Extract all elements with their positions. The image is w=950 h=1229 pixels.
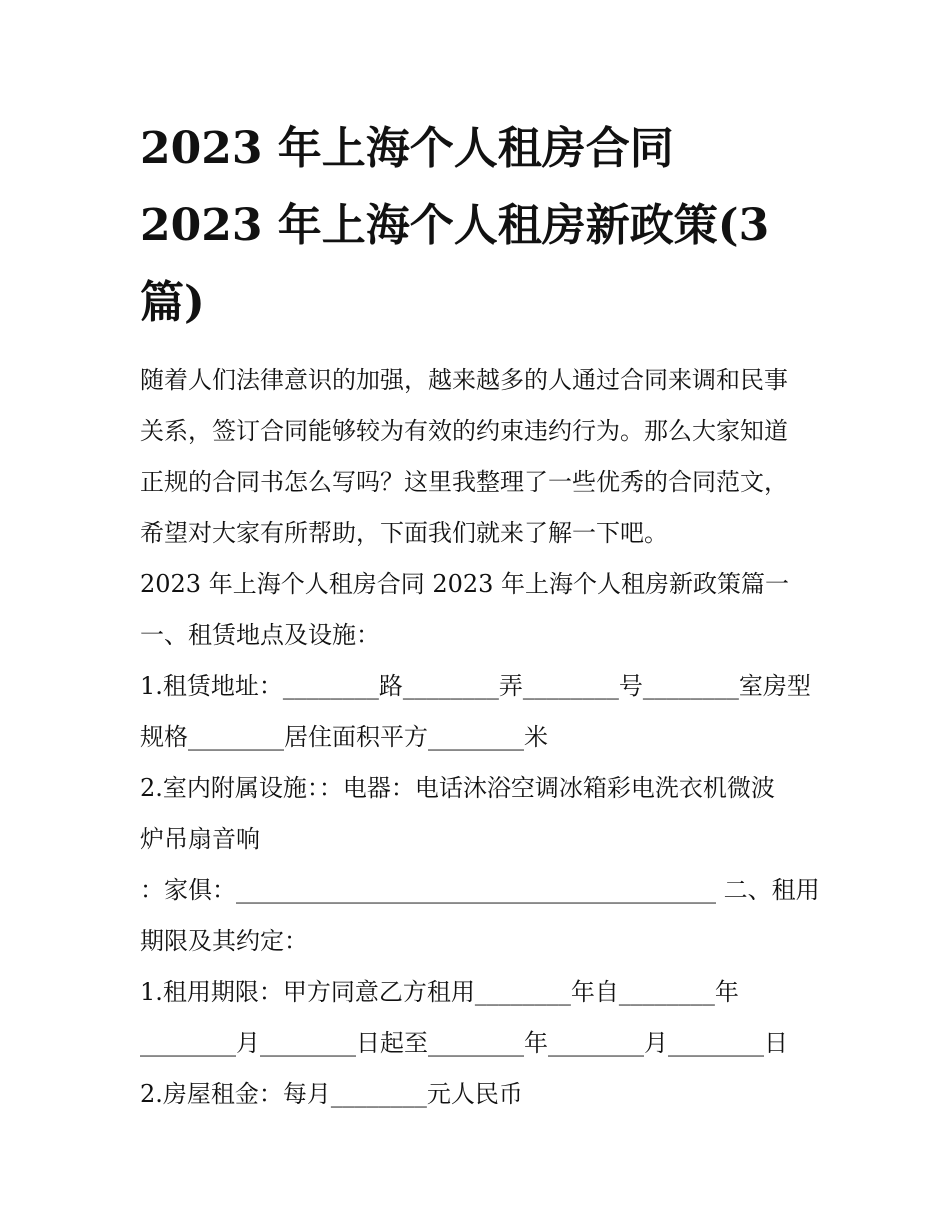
- clause-line-address: 1.租赁地址：________路________弄________号________室房型: [140, 672, 811, 700]
- intro-line-4: 希望对大家有所帮助，下面我们就来了解一下吧。: [140, 519, 668, 547]
- title-line-2: 2023 年上海个人租房新政策(3: [140, 200, 770, 251]
- title-line-3: 篇): [140, 277, 205, 328]
- section-heading: 2023 年上海个人租房合同 2023 年上海个人租房新政策篇一: [140, 570, 790, 598]
- clause-line-rent: 2.房屋租金：每月________元人民币: [140, 1080, 523, 1108]
- clause-heading-2: 期限及其约定：: [140, 927, 308, 955]
- intro-line-1: 随着人们法律意识的加强，越来越多的人通过合同来调和民事: [140, 366, 788, 394]
- clause-line-facilities-cont: 炉吊扇音响: [140, 825, 260, 853]
- clause-line-furniture: ：家俱：________________________________________ 二、租用: [140, 876, 820, 904]
- intro-line-2: 关系，签订合同能够较为有效的约束违约行为。那么大家知道: [140, 417, 788, 445]
- clause-line-facilities: 2.室内附属设施：：电器：电话沐浴空调冰箱彩电洗衣机微波: [140, 774, 775, 802]
- title-line-1: 2023 年上海个人租房合同: [140, 123, 674, 174]
- intro-line-3: 正规的合同书怎么写吗？这里我整理了一些优秀的合同范文，: [140, 468, 788, 496]
- clause-heading-1: 一、租赁地点及设施：: [140, 621, 380, 649]
- clause-line-dates: ________月________日起至________年________月________日: [140, 1029, 788, 1057]
- clause-line-size: 规格________居住面积平方________米: [140, 723, 548, 751]
- document-title: [140, 110, 820, 341]
- clause-line-term: 1.租用期限：甲方同意乙方租用________年自________年: [140, 978, 739, 1006]
- document-body: [140, 355, 820, 1120]
